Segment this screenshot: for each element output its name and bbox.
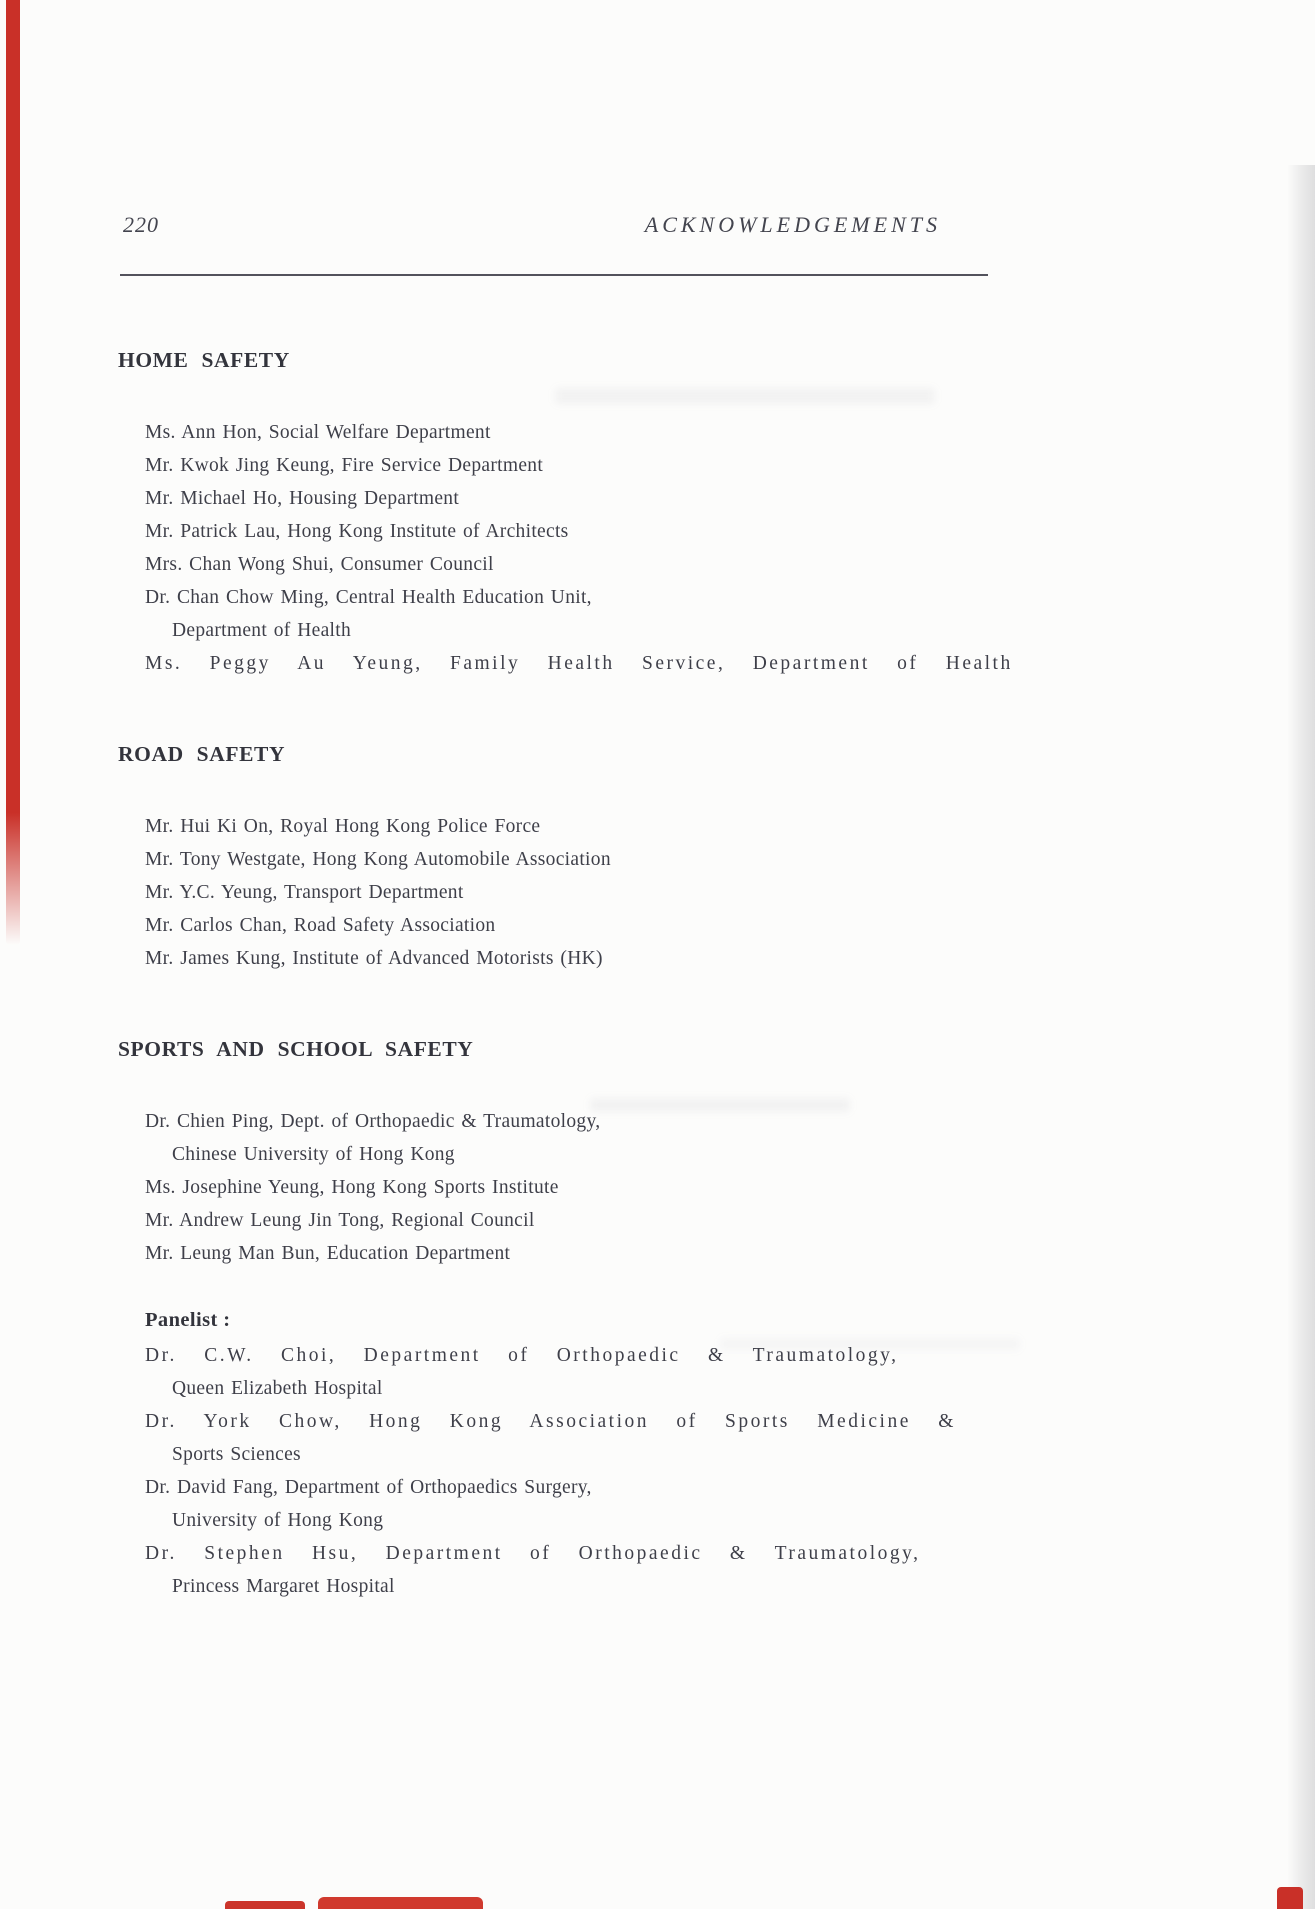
section-1 (118, 742, 1198, 975)
entry-line: Mr. Kwok Jing Keung, Fire Service Department (145, 455, 544, 476)
entry-line: Sports Sciences (172, 1444, 301, 1465)
entry-line: Chinese University of Hong Kong (172, 1144, 455, 1165)
entry-line: Princess Margaret Hospital (172, 1576, 395, 1597)
section-heading: SPORTS AND SCHOOL SAFETY (118, 1037, 474, 1061)
binding-red-mark (1277, 1887, 1303, 1909)
entry-line: Dr. Chien Ping, Dept. of Orthopaedic & Traumatology, (145, 1111, 601, 1132)
section-heading: HOME SAFETY (118, 348, 290, 372)
entries-list (145, 1105, 1198, 1270)
entry-line: Mr. Hui Ki On, Royal Hong Kong Police Force (145, 816, 541, 837)
entry-line: Queen Elizabeth Hospital (172, 1378, 383, 1399)
entry-line: Department of Health (172, 620, 352, 641)
binding-red-mark (318, 1897, 483, 1909)
section-heading: ROAD SAFETY (118, 742, 286, 766)
sections-container (118, 348, 1198, 1603)
entry-line: Mr. Carlos Chan, Road Safety Association (145, 915, 496, 936)
entry-line: Mr. Andrew Leung Jin Tong, Regional Council (145, 1210, 535, 1231)
entry-line: Dr. Chan Chow Ming, Central Health Education Unit, (145, 587, 592, 608)
page-edge-shadow (1287, 165, 1315, 1909)
entry-line: Ms. Ann Hon, Social Welfare Department (145, 422, 491, 443)
entry-line: Dr. David Fang, Department of Orthopaedics Surgery, (145, 1477, 592, 1498)
entries-list (145, 416, 1198, 680)
entry-line: Mr. Y.C. Yeung, Transport Department (145, 882, 464, 903)
entry-line: Mr. Michael Ho, Housing Department (145, 488, 460, 509)
entry-line: Ms. Josephine Yeung, Hong Kong Sports Institute (145, 1177, 559, 1198)
entry-line: Ms. Peggy Au Yeung, Family Health Service, Department of Health (145, 653, 1013, 674)
header-rule (120, 274, 988, 276)
entry-line: Mr. Patrick Lau, Hong Kong Institute of Architects (145, 521, 569, 542)
entry-line: Dr. C.W. Choi, Department of Orthopaedic & Traumatology, (145, 1345, 899, 1366)
book-binding-red-strip (6, 0, 20, 945)
entry-line: Mr. Tony Westgate, Hong Kong Automobile Association (145, 849, 611, 870)
entry-line: Mrs. Chan Wong Shui, Consumer Council (145, 554, 494, 575)
running-header (123, 212, 941, 238)
binding-red-mark (225, 1901, 305, 1909)
section-0 (118, 348, 1198, 680)
page-number: 220 (123, 212, 159, 237)
entries-list (145, 810, 1198, 975)
entry-line: University of Hong Kong (172, 1510, 384, 1531)
running-title: ACKNOWLEDGEMENTS (644, 212, 941, 237)
section-2 (118, 1037, 1198, 1603)
entry-line: Dr. York Chow, Hong Kong Association of Sports Medicine & (145, 1411, 956, 1432)
entry-line: Mr. Leung Man Bun, Education Department (145, 1243, 511, 1264)
entry-line: Mr. James Kung, Institute of Advanced Motorists (HK) (145, 948, 603, 969)
sub-entries-list (145, 1339, 1198, 1603)
entry-line: Dr. Stephen Hsu, Department of Orthopaedic & Traumatology, (145, 1543, 921, 1564)
panelist-subheading: Panelist : (145, 1309, 231, 1331)
